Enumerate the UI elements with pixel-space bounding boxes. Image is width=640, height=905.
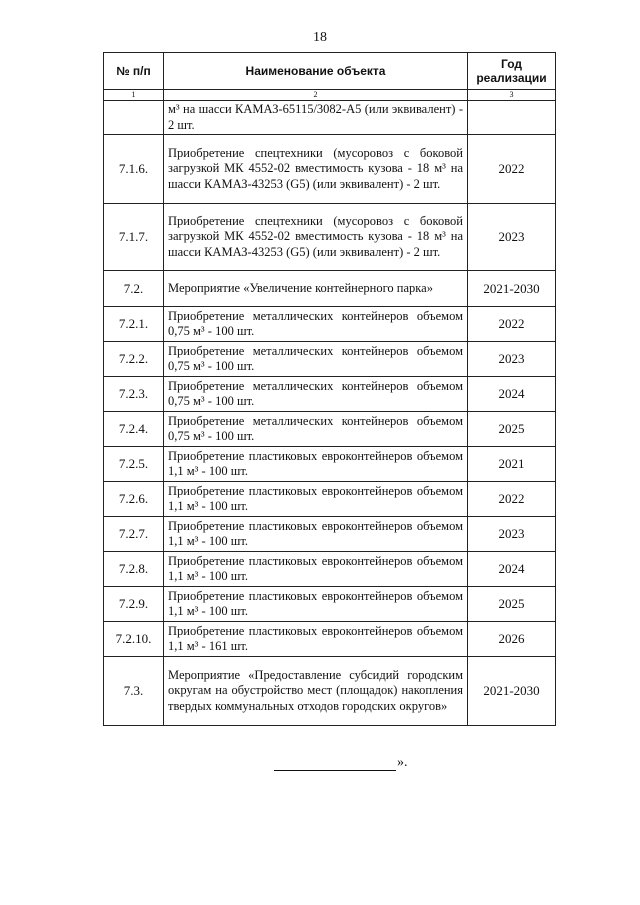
closing-underline <box>274 756 396 771</box>
table-row <box>104 657 556 726</box>
table-row <box>104 342 556 377</box>
table-row <box>104 622 556 657</box>
row-number: 7.2.8. <box>104 552 164 587</box>
object-name: Приобретение пластиковых евроконтейнеров объемом 1,1 м³ - 100 шт. <box>164 482 468 517</box>
row-year: 2022 <box>468 482 556 517</box>
column-index-row <box>104 90 556 101</box>
row-number <box>104 101 164 135</box>
table-row <box>104 447 556 482</box>
row-year: 2024 <box>468 552 556 587</box>
table-row <box>104 101 556 135</box>
header-year: Год реализации <box>468 53 556 90</box>
table-row <box>104 552 556 587</box>
row-number: 7.2.4. <box>104 412 164 447</box>
row-year: 2022 <box>468 307 556 342</box>
row-number: 7.2.7. <box>104 517 164 552</box>
table-row <box>104 482 556 517</box>
object-name: Приобретение пластиковых евроконтейнеров объемом 1,1 м³ - 100 шт. <box>164 517 468 552</box>
row-number: 7.2. <box>104 271 164 307</box>
row-year <box>468 101 556 135</box>
object-name: Приобретение металлических контейнеров объемом 0,75 м³ - 100 шт. <box>164 342 468 377</box>
column-index: 3 <box>468 90 556 101</box>
column-index: 1 <box>104 90 164 101</box>
row-year: 2021-2030 <box>468 271 556 307</box>
object-name: Приобретение пластиковых евроконтейнеров объемом 1,1 м³ - 100 шт. <box>164 447 468 482</box>
row-year: 2025 <box>468 587 556 622</box>
object-name: Приобретение металлических контейнеров объемом 0,75 м³ - 100 шт. <box>164 307 468 342</box>
row-number: 7.2.2. <box>104 342 164 377</box>
object-name: Мероприятие «Предоставление субсидий городским округам на обустройство мест (площадок) накопления твердых коммунальных отходов городских округов» <box>164 657 468 726</box>
table-row <box>104 204 556 271</box>
object-name: Мероприятие «Увеличение контейнерного парка» <box>164 271 468 307</box>
column-index: 2 <box>164 90 468 101</box>
row-number: 7.2.5. <box>104 447 164 482</box>
row-number: 7.2.6. <box>104 482 164 517</box>
row-year: 2022 <box>468 135 556 204</box>
row-year: 2023 <box>468 517 556 552</box>
object-name: Приобретение спецтехники (мусоровоз с боковой загрузкой МК 4552-02 вместимость кузова - 18 м³ на шасси КАМАЗ-43253 (G5) (или эквивалент) - 2 шт. <box>164 135 468 204</box>
table-row <box>104 135 556 204</box>
object-name: м³ на шасси КАМАЗ-65115/3082-А5 (или эквивалент) - 2 шт. <box>164 101 468 135</box>
table-row <box>104 307 556 342</box>
object-name: Приобретение спецтехники (мусоровоз с боковой загрузкой МК 4552-02 вместимость кузова - 18 м³ на шасси КАМАЗ-43253 (G5) (или эквивалент) - 2 шт. <box>164 204 468 271</box>
row-year: 2024 <box>468 377 556 412</box>
table-row <box>104 517 556 552</box>
object-name: Приобретение пластиковых евроконтейнеров объемом 1,1 м³ - 100 шт. <box>164 587 468 622</box>
objects-table <box>103 52 556 726</box>
object-name: Приобретение металлических контейнеров объемом 0,75 м³ - 100 шт. <box>164 412 468 447</box>
object-name: Приобретение пластиковых евроконтейнеров объемом 1,1 м³ - 161 шт. <box>164 622 468 657</box>
object-name: Приобретение пластиковых евроконтейнеров объемом 1,1 м³ - 100 шт. <box>164 552 468 587</box>
row-year: 2021 <box>468 447 556 482</box>
row-year: 2023 <box>468 204 556 271</box>
table-row <box>104 377 556 412</box>
row-number: 7.2.1. <box>104 307 164 342</box>
closing-mark: ». <box>397 755 408 770</box>
row-year: 2023 <box>468 342 556 377</box>
table-row <box>104 587 556 622</box>
row-number: 7.1.7. <box>104 204 164 271</box>
row-year: 2025 <box>468 412 556 447</box>
row-number: 7.1.6. <box>104 135 164 204</box>
row-year: 2026 <box>468 622 556 657</box>
table-row <box>104 271 556 307</box>
row-number: 7.2.9. <box>104 587 164 622</box>
table-header-row <box>104 53 556 90</box>
row-number: 7.2.10. <box>104 622 164 657</box>
header-name: Наименование объекта <box>164 53 468 90</box>
page-number: 18 <box>313 30 327 45</box>
header-num: № п/п <box>104 53 164 90</box>
row-year: 2021-2030 <box>468 657 556 726</box>
table-row <box>104 412 556 447</box>
object-name: Приобретение металлических контейнеров объемом 0,75 м³ - 100 шт. <box>164 377 468 412</box>
row-number: 7.3. <box>104 657 164 726</box>
row-number: 7.2.3. <box>104 377 164 412</box>
